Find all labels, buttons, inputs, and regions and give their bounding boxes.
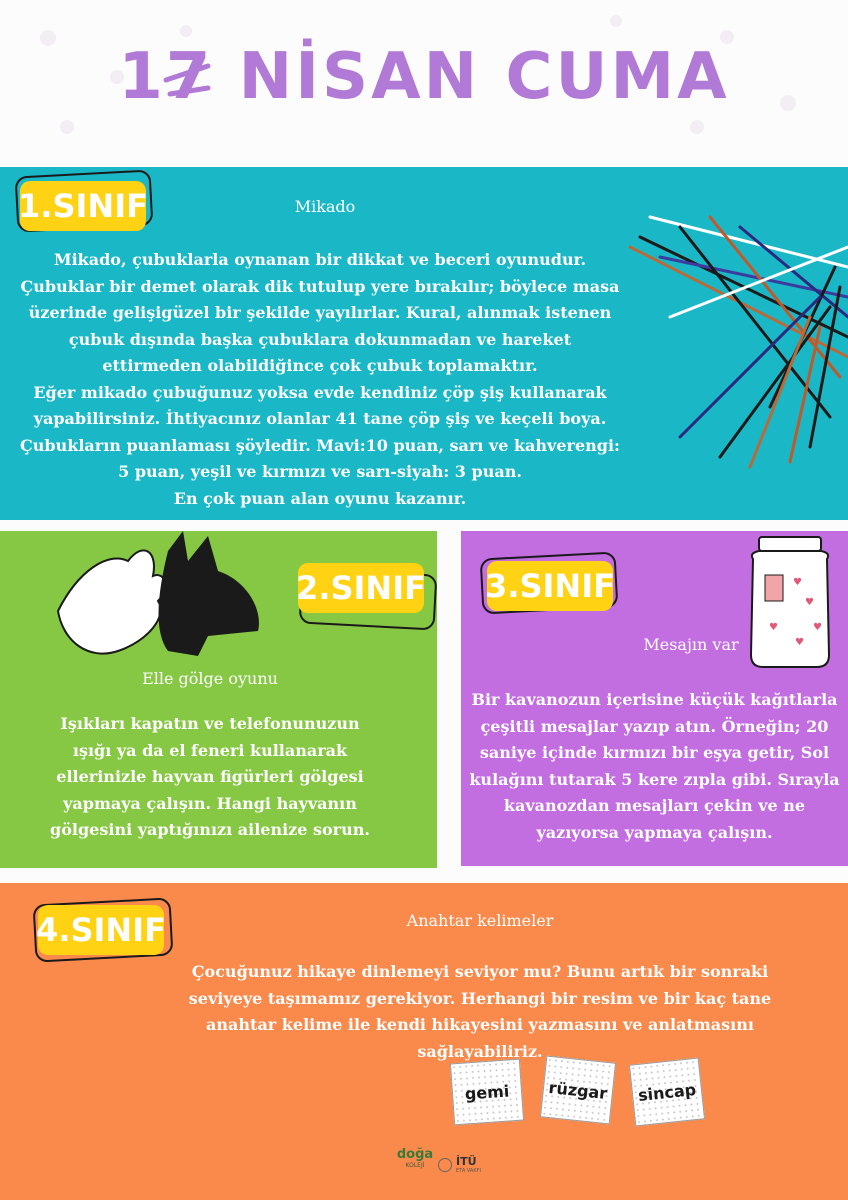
keyword-note: sincap [629,1058,705,1127]
section-heading: Elle gölge oyunu [142,669,278,688]
section-heading: Mikado [294,197,356,216]
logo-subtext: ETA VAKFI [456,1168,481,1174]
section-badge: 1.SINIF [20,181,146,231]
section-body: Işıkları kapatın ve telefonunuzun ışığı ya da el feneri kullanarak ellerinizle hayvan figürleri gölgesi yapmaya çalışın. Hangi hayvanın gölgesini yaptığınızı ailenize sorun. [50,714,370,839]
footer-logo-doga [395,1147,435,1169]
section-body: Mikado, çubuklarla oynanan bir dikkat ve beceri oyunudur. Çubuklar bir demet olarak dik tutulup yere bırakılır; böylece masa üzerinde gelişigüzel bir şekilde yayılırlar. Kural, alınmak istenen çubuk dışında başka çubuklara dokunmadan ve hareket ettirmeden olabildiğince çok çubuk toplamaktır. Eğer mikado çubuğunuz yoksa evde kendiniz çöp şiş kullanarak yapabilirsiniz. İhtiyacınız olanlar 41 tane çöp şiş ve keçeli boya. Çubukların puanlaması şöyledir. Mavi:10 puan, sarı ve kahverengi: 5 puan, yeşil ve kırmızı ve sarı-siyah: 3 puan. En çok puan alan oyunu kazanır. [20,250,620,508]
svg-text:♥: ♥ [813,622,822,633]
page-title: 17 NİSAN CUMA [118,40,730,114]
keyword-note: rüzgar [540,1056,616,1125]
section-heading: Anahtar kelimeler [406,911,554,930]
section-badge: 3.SINIF [487,561,613,611]
section-heading: Mesajın var [643,635,739,654]
mikado-sticks-image [620,207,848,487]
footer-logo-itu [438,1155,498,1174]
section-body: Bir kavanozun içerisine küçük kağıtlarla çeşitli mesajlar yazıp atın. Örneğin; 20 saniye içinde kırmızı bir eşya getir, Sol kulağını tutarak 5 kere zıpla gibi. Sırayla kavanozdan mesajları çekin ve ne yazıyorsa yapmaya çalışın. [469,690,840,842]
svg-text:♥: ♥ [805,597,814,608]
logo-text: İTÜ [456,1155,477,1168]
section-1-panel [0,167,848,520]
hand-shadow-dog-image [48,531,268,671]
svg-text:♥: ♥ [769,622,778,633]
itu-logo-icon [438,1158,452,1172]
section-4-panel [0,883,848,1200]
section-2-panel [0,531,437,868]
section-body: Çocuğunuz hikaye dinlemeyi seviyor mu? Bunu artık bir sonraki seviyeye taşımamız gerekiyor. Herhangi bir resim ve bir kaç tane anahtar kelime ile kendi hikayesini yazmasını ve anlatmasını sağlayabiliriz. [188,962,772,1061]
title-underline-decoration [160,58,220,128]
svg-text:♥: ♥ [795,637,804,648]
keyword-note: gemi [450,1059,524,1126]
logo-text: doğa [396,1147,434,1162]
section-badge: 2.SINIF [298,563,424,613]
svg-text:♥: ♥ [793,577,802,588]
section-3-panel [461,531,848,866]
logo-subtext: KOLEJİ [405,1162,425,1169]
section-badge: 4.SINIF [38,905,164,955]
